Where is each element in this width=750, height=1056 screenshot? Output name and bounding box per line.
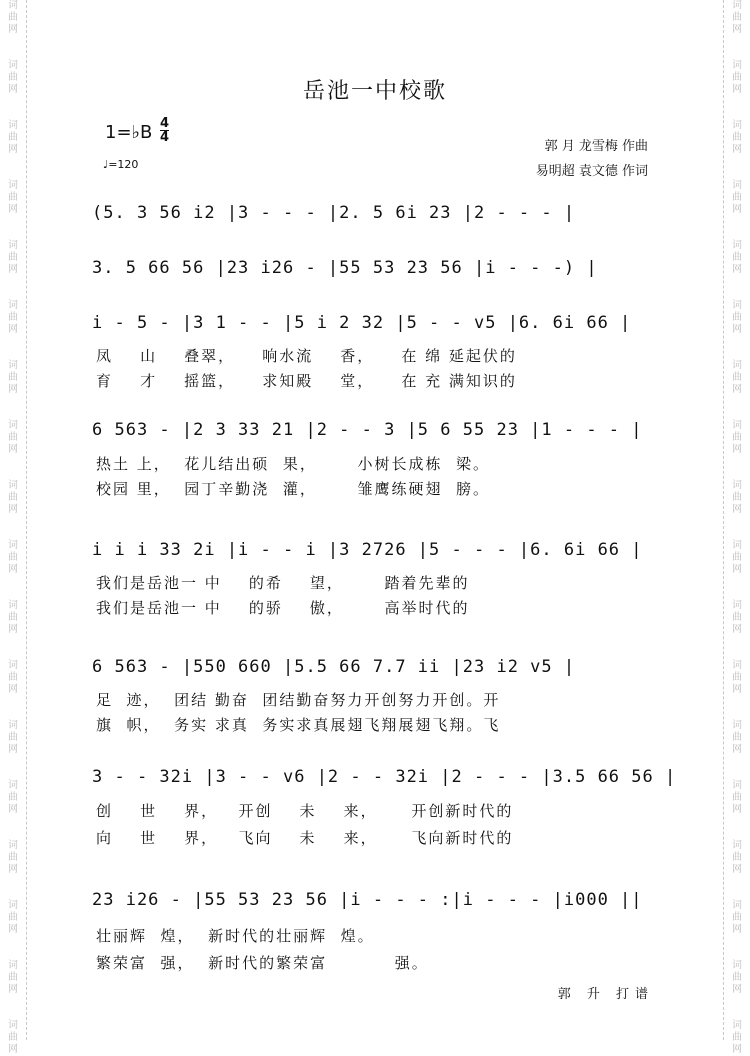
lyric-line-5-verse-1: 我们是岳池一 中 的希 望， 踏着先辈的 bbox=[96, 574, 470, 592]
lyric-line-8-verse-1: 壮丽辉 煌， 新时代的壮丽辉 煌。 bbox=[96, 927, 375, 945]
lyric-line-7-verse-1: 创 世 界， 开创 未 来， 开创新时代的 bbox=[96, 802, 514, 820]
lyric-line-7-verse-2: 向 世 界， 飞向 未 来， 飞向新时代的 bbox=[96, 829, 514, 847]
watermark-text: 词曲网 bbox=[8, 120, 18, 155]
watermark-text: 词曲网 bbox=[732, 540, 742, 575]
score-line-5: i i i 33 2i |i - - i |3 2726 |5 - - - |6. 6i 66 | bbox=[92, 540, 643, 560]
arranger-credit: 郭 升 打谱 bbox=[557, 987, 654, 1002]
watermark-text: 词曲网 bbox=[732, 60, 742, 95]
watermark-text: 词曲网 bbox=[8, 780, 18, 815]
watermark-text: 词曲网 bbox=[732, 240, 742, 275]
watermark-text: 词曲网 bbox=[8, 240, 18, 275]
right-watermark-strip bbox=[723, 0, 750, 1055]
lyric-line-5-verse-2: 我们是岳池一 中 的骄 傲， 高举时代的 bbox=[96, 599, 470, 617]
watermark-text: 词曲网 bbox=[732, 780, 742, 815]
lyric-line-4-verse-2: 校园 里， 园丁辛勤浇 灌， 雏鹰练硬翅 膀。 bbox=[96, 480, 490, 498]
score-line-4: 6 563 - |2 3 33 21 |2 - - 3 |5 6 55 23 |1 - - - | bbox=[92, 420, 643, 440]
watermark-text: 词曲网 bbox=[732, 420, 742, 455]
watermark-text: 词曲网 bbox=[8, 60, 18, 95]
score-line-1: (5. 3 56 i2 |3 - - - |2. 5 6i 23 |2 - - - | bbox=[92, 203, 576, 223]
lyric-line-3-verse-2: 育 才 摇篮， 求知殿 堂， 在 充 满知识的 bbox=[96, 372, 517, 390]
watermark-text: 词曲网 bbox=[8, 540, 18, 575]
lyric-line-6-verse-1: 足 迹， 团结 勤奋 团结勤奋努力开创努力开创。开 bbox=[96, 691, 501, 709]
watermark-text: 词曲网 bbox=[8, 420, 18, 455]
watermark-text: 词曲网 bbox=[732, 1020, 742, 1055]
watermark-text: 词曲网 bbox=[732, 840, 742, 875]
watermark-text: 词曲网 bbox=[8, 480, 18, 515]
watermark-text: 词曲网 bbox=[732, 720, 742, 755]
lyricist-credit: 易明超 袁文德 作词 bbox=[535, 164, 648, 179]
watermark-text: 词曲网 bbox=[8, 900, 18, 935]
watermark-text: 词曲网 bbox=[732, 120, 742, 155]
watermark-text: 词曲网 bbox=[732, 960, 742, 995]
time-signature-top: 4 bbox=[160, 116, 170, 131]
watermark-text: 词曲网 bbox=[732, 660, 742, 695]
lyric-line-4-verse-1: 热土 上， 花儿结出硕 果， 小树长成栋 梁。 bbox=[96, 455, 490, 473]
watermark-text: 词曲网 bbox=[732, 360, 742, 395]
watermark-text: 词曲网 bbox=[8, 720, 18, 755]
key-signature: 1=♭B bbox=[105, 122, 153, 143]
watermark-text: 词曲网 bbox=[8, 840, 18, 875]
watermark-text: 词曲网 bbox=[732, 300, 742, 335]
watermark-text: 词曲网 bbox=[8, 300, 18, 335]
score-line-8: 23 i26 - |55 53 23 56 |i - - - :|i - - - |i000 || bbox=[92, 890, 643, 910]
composer-credit: 郭 月 龙雪梅 作曲 bbox=[544, 139, 648, 154]
song-title: 岳池一中校歌 bbox=[302, 79, 447, 104]
lyric-line-6-verse-2: 旗 帜， 务实 求真 务实求真展翅飞翔展翅飞翔。飞 bbox=[96, 716, 501, 734]
left-watermark-strip bbox=[0, 0, 27, 1055]
time-signature-bottom: 4 bbox=[160, 130, 170, 145]
watermark-text: 词曲网 bbox=[732, 480, 742, 515]
score-line-2: 3. 5 66 56 |23 i26 - |55 53 23 56 |i - - -) | bbox=[92, 258, 598, 278]
watermark-text: 词曲网 bbox=[732, 900, 742, 935]
watermark-text: 词曲网 bbox=[732, 600, 742, 635]
watermark-text: 词曲网 bbox=[8, 0, 18, 35]
lyric-line-3-verse-1: 凤 山 叠翠， 响水流 香， 在 绵 延起伏的 bbox=[96, 347, 517, 365]
watermark-text: 词曲网 bbox=[8, 180, 18, 215]
watermark-text: 词曲网 bbox=[8, 600, 18, 635]
watermark-text: 词曲网 bbox=[8, 660, 18, 695]
watermark-text: 词曲网 bbox=[8, 960, 18, 995]
watermark-text: 词曲网 bbox=[732, 180, 742, 215]
watermark-text: 词曲网 bbox=[8, 360, 18, 395]
watermark-text: 词曲网 bbox=[8, 1020, 18, 1055]
score-line-7: 3 - - 32i |3 - - v6 |2 - - 32i |2 - - - |3.5 66 56 | bbox=[92, 767, 677, 787]
tempo-marking: ♩=120 bbox=[103, 158, 139, 171]
time-signature bbox=[160, 117, 169, 144]
score-line-3: i - 5 - |3 1 - - |5 i 2 32 |5 - - v5 |6. 6i 66 | bbox=[92, 313, 632, 333]
score-line-6: 6 563 - |550 660 |5.5 66 7.7 ii |23 i2 v5 | bbox=[92, 657, 576, 677]
lyric-line-8-verse-2: 繁荣富 强， 新时代的繁荣富 强。 bbox=[96, 954, 429, 972]
watermark-text: 词曲网 bbox=[732, 0, 742, 35]
